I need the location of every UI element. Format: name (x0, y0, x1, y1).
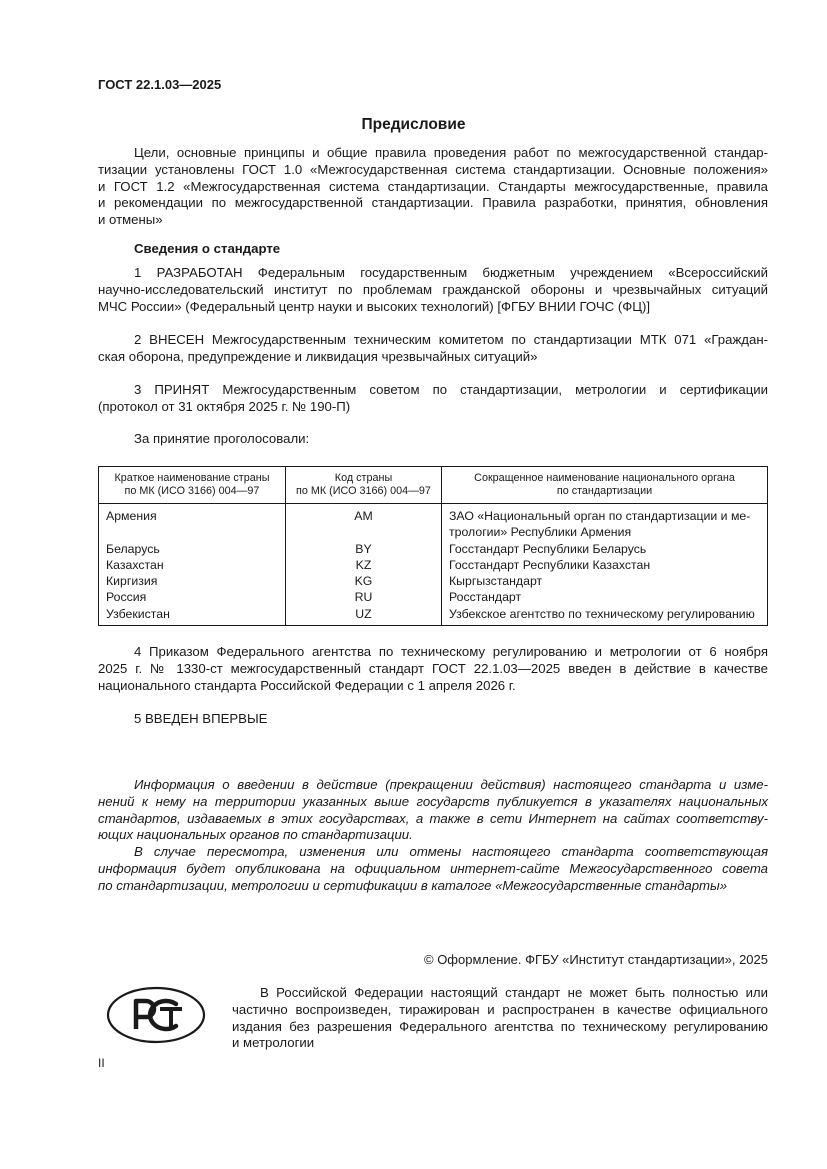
code-cell: KG (286, 573, 442, 589)
preface-intro (98, 145, 768, 229)
country-cell: Узбекистан (106, 606, 170, 621)
text-line: Информация о введении в действие (прекращении действия) настоящего стандарта и изме- (134, 777, 768, 792)
info-item-1 (98, 265, 768, 315)
country-cell: Россия (106, 590, 147, 605)
text-line: МЧС России» (Федеральный центр науки и высоких технологий) [ФГБУ ВНИИ ГОЧС (ФЦ)] (98, 298, 651, 314)
info-item-3 (98, 382, 768, 416)
text-line: тизации установлены ГОСТ 1.0 «Межгосударственная система стандартизации. Основные положения» (98, 161, 768, 177)
rst-logo-icon (106, 985, 206, 1045)
code-cell: AM (286, 504, 442, 541)
page-number: II (98, 1056, 105, 1070)
rights-notice (232, 985, 768, 1052)
info-item-4 (98, 644, 768, 694)
voting-table (98, 466, 768, 626)
text-line: 4 Приказом Федерального агентства по техническому регулированию и метрологии от 6 ноября (134, 644, 768, 659)
column-header-code (286, 467, 442, 504)
text-line: ющих национальных органов по стандартизации. (98, 827, 413, 843)
body-cell (442, 504, 768, 541)
table-header-row (99, 467, 768, 504)
country-cell: Беларусь (106, 541, 160, 556)
body-cell: Кыргызстандарт (442, 573, 768, 589)
info-item-2 (98, 332, 768, 366)
text-line: нений к нему на территории указанных выше государств публикуется в указателях национальных (98, 793, 768, 809)
header-line: Код страны (334, 472, 393, 484)
table-row (99, 589, 768, 605)
text-line: 3 ПРИНЯТ Межгосударственным советом по стандартизации, метрологии и сертификации (134, 382, 768, 397)
text-line: 2025 г. № 1330-ст межгосударственный стандарт ГОСТ 22.1.03—2025 введен в действие в качестве (98, 660, 768, 676)
text-line: Цели, основные принципы и общие правила проведения работ по межгосударственной стандар- (134, 145, 768, 160)
rst-logo (106, 985, 206, 1045)
body-cell: Узбекское агентство по техническому регулированию (442, 606, 768, 626)
body-cell: Росстандарт (442, 589, 768, 605)
preface-title: Предисловие (361, 116, 466, 133)
country-cell: Армения (106, 509, 157, 523)
code-cell: UZ (286, 606, 442, 626)
text-line: информация будет опубликована на официальном интернет-сайте Межгосударственного совета (98, 860, 768, 876)
code-cell: BY (286, 541, 442, 557)
cell-line: трологии» Республики Армения (449, 525, 632, 540)
column-header-country (99, 467, 286, 504)
header-line: Краткое наименование страны (114, 472, 270, 484)
country-cell: Казахстан (106, 557, 164, 572)
table-row (99, 541, 768, 557)
text-line: издания без разрешения Федерального агентства по техническому регулированию (232, 1018, 768, 1034)
text-line: и рекомендации по межгосударственной стандартизации. Правила разработки, принятия, обновления (98, 195, 768, 211)
country-cell: Киргизия (106, 574, 158, 589)
header-line: по МК (ИСО 3166) 004—97 (124, 485, 260, 497)
text-line: и отмены» (98, 212, 163, 228)
voted-label: За принятие проголосовали: (134, 431, 310, 446)
header-line: Сокращенное наименование национального органа (474, 472, 735, 484)
text-line: 2 ВНЕСЕН Межгосударственным техническим комитетом по стандартизации МТК 071 «Граждан- (134, 332, 768, 347)
text-line: и метрологии (232, 1035, 315, 1051)
text-line: и ГОСТ 1.2 «Межгосударственная система стандартизации. Стандарты межгосударственные, правила (98, 178, 768, 194)
body-cell: Госстандарт Республики Беларусь (442, 541, 768, 557)
table-row (99, 606, 768, 626)
copyright-line: © Оформление. ФГБУ «Институт стандартизации», 2025 (424, 952, 768, 967)
text-line: по стандартизации, метрологии и сертификации в каталоге «Межгосударственные стандарты» (98, 877, 728, 893)
text-line: научно-исследовательский институт по проблемам гражданской обороны и чрезвычайных ситуаций (98, 281, 768, 297)
text-line: национального стандарта Российской Федерации с 1 апреля 2026 г. (98, 677, 516, 693)
standard-info-heading: Сведения о стандарте (134, 241, 281, 256)
table-row (99, 504, 768, 541)
header-line: по стандартизации (556, 485, 653, 497)
code-cell: KZ (286, 557, 442, 573)
text-line: В Российской Федерации настоящий стандарт не может быть полностью или (260, 985, 768, 1000)
text-line: стандартов, издаваемых в этих государствах, а также в сети Интернет на сайтах соответству- (98, 810, 768, 826)
column-header-body (442, 467, 768, 504)
info-item-5: 5 ВВЕДЕН ВПЕРВЫЕ (134, 711, 268, 726)
document-code: ГОСТ 22.1.03—2025 (98, 77, 222, 92)
text-line: ская оборона, предупреждение и ликвидация чрезвычайных ситуаций» (98, 348, 538, 364)
cell-line: ЗАО «Национальный орган по стандартизации и ме- (449, 509, 751, 523)
text-line: частично воспроизведен, тиражирован и распространен в качестве официального (232, 1001, 768, 1017)
text-line: (протокол от 31 октября 2025 г. № 190-П) (98, 398, 351, 414)
notice-paragraph-2 (98, 844, 768, 894)
table-row (99, 557, 768, 573)
text-line: В случае пересмотра, изменения или отмены настоящего стандарта соответствующая (134, 844, 768, 859)
header-line: по МК (ИСО 3166) 004—97 (296, 485, 431, 497)
text-line: 1 РАЗРАБОТАН Федеральным государственным бюджетным учреждением «Всероссийский (134, 265, 768, 280)
table-row (99, 573, 768, 589)
notice-paragraph-1 (98, 777, 768, 844)
code-cell: RU (286, 589, 442, 605)
body-cell: Госстандарт Республики Казахстан (442, 557, 768, 573)
